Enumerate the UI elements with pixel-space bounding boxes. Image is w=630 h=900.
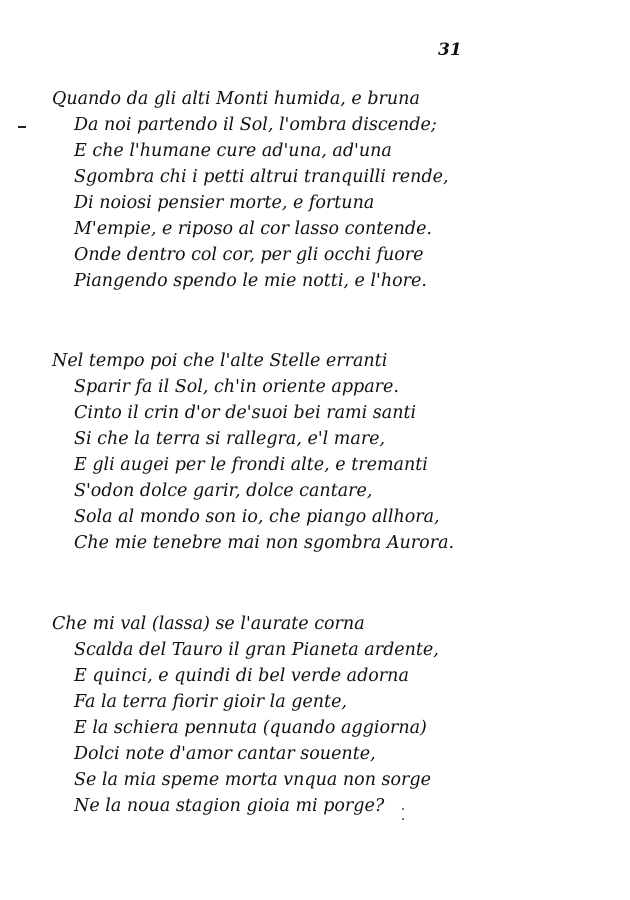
verse-line: E che l'humane cure ad'una, ad'una (74, 141, 392, 161)
verse-line: E la schiera pennuta (quando aggiorna) (74, 718, 427, 738)
verse-line: Sgombra chi i petti altrui tranquilli rende, (74, 167, 449, 187)
verse-line: Cinto il crin d'or de'suoi bei rami santi (74, 403, 417, 423)
page-number: 31 (438, 40, 462, 60)
verse-line: Si che la terra si rallegra, e'l mare, (74, 429, 386, 449)
verse-line: Ne la noua stagion gioia mi porge? (74, 796, 385, 816)
verse-line: E gli augei per le frondi alte, e tremanti (74, 455, 428, 475)
verse-line: Nel tempo poi che l'alte Stelle erranti (52, 351, 388, 371)
verse-line: M'empie, e riposo al cor lasso contende. (74, 219, 432, 239)
verse-line: S'odon dolce garir, dolce cantare, (74, 481, 373, 501)
verse-line: Fa la terra fiorir gioir la gente, (74, 692, 347, 712)
margin-dot (402, 818, 404, 820)
verse-line: Se la mia speme morta vnqua non sorge (74, 770, 431, 790)
verse-line: Sparir fa il Sol, ch'in oriente appare. (74, 377, 399, 397)
verse-line: Piangendo spendo le mie notti, e l'hore. (74, 271, 427, 291)
verse-line: Dolci note d'amor cantar souente, (74, 744, 376, 764)
verse-line: Onde dentro col cor, per gli occhi fuore (74, 245, 424, 265)
verse-line: Sola al mondo son io, che piango allhora, (74, 507, 440, 527)
verse-line: Da noi partendo il Sol, l'ombra discende; (74, 115, 437, 135)
margin-mark (18, 126, 26, 128)
verse-line: Quando da gli alti Monti humida, e bruna (52, 89, 420, 109)
verse-line: E quinci, e quindi di bel verde adorna (74, 666, 409, 686)
margin-dot (402, 808, 404, 810)
verse-line: Che mie tenebre mai non sgombra Aurora. (74, 533, 455, 553)
verse-line: Di noiosi pensier morte, e fortuna (74, 193, 375, 213)
verse-line: Scalda del Tauro il gran Pianeta ardente, (74, 640, 439, 660)
verse-line: Che mi val (lassa) se l'aurate corna (52, 614, 365, 634)
